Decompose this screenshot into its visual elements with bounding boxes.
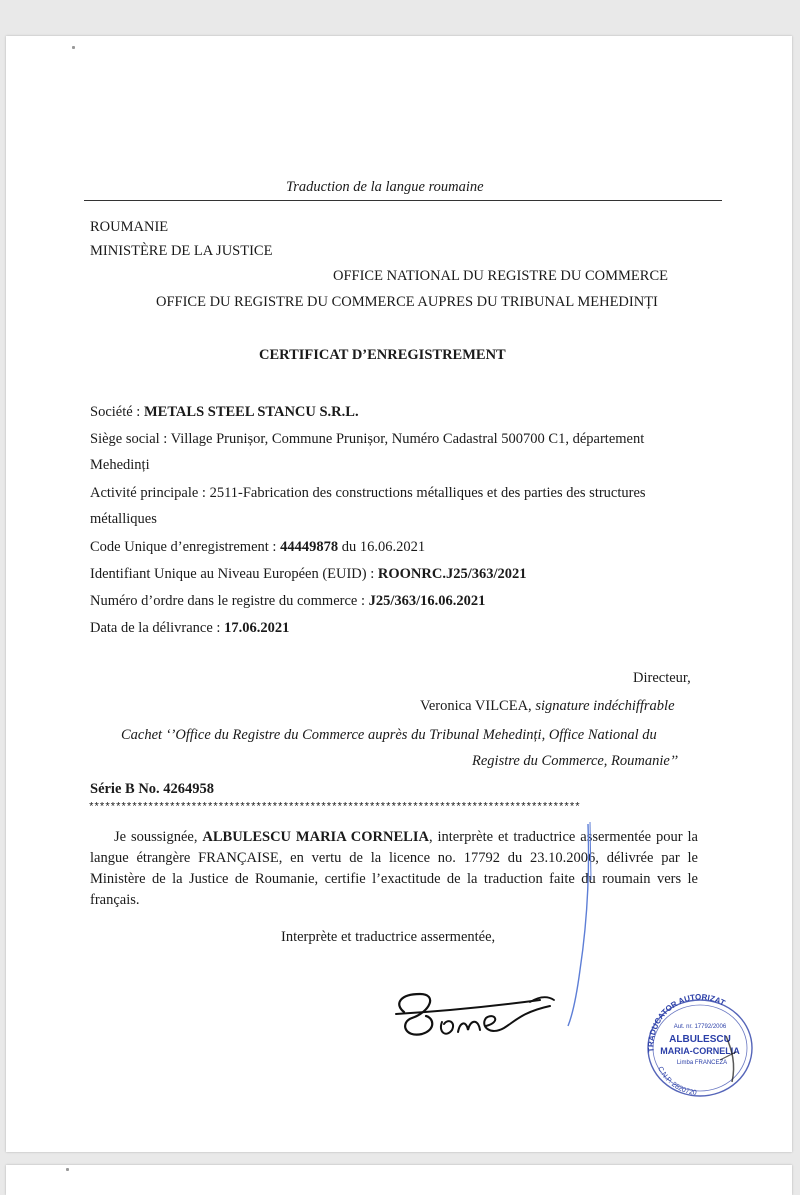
field-label: Code Unique d’enregistrement : [90, 539, 281, 555]
field-label: Société : [90, 404, 144, 420]
field-value: METALS STEEL STANCU S.R.L. [143, 404, 359, 420]
separator-stars: ******************************************************************************************* [88, 802, 580, 814]
field-siege-line2: Mehedinți [90, 457, 150, 473]
serie-number: Série B No. 4264958 [90, 781, 215, 797]
field-label: Data de la délivrance : [90, 620, 225, 636]
field-value: 17.06.2021 [224, 620, 290, 636]
field-label: Numéro d’ordre dans le registre du commerce : [90, 593, 369, 609]
director-name: Veronica VILCEA, [420, 698, 536, 714]
field-label: Identifiant Unique au Niveau Européen (EUID) : [90, 566, 378, 582]
cachet-line2: Registre du Commerce, Roumanie’’ [472, 753, 678, 769]
office-local: OFFICE DU REGISTRE DU COMMERCE AUPRES DU TRIBUNAL MEHEDINȚI [156, 294, 658, 310]
header-rule [84, 200, 722, 201]
translator-name: ALBULESCU MARIA CORNELIA [202, 829, 429, 845]
field-euid [90, 566, 527, 583]
ministry-name: MINISTÈRE DE LA JUSTICE [90, 243, 273, 259]
attestation-intro: Je soussignée, [114, 829, 203, 845]
director-line [420, 698, 675, 715]
pen-stroke [560, 820, 600, 1030]
director-title: Directeur, [633, 670, 691, 686]
field-value: J25/363/16.06.2021 [368, 593, 486, 609]
field-activite-line2: métalliques [90, 511, 157, 527]
stamp-cnp: C.N.P. 2820720 [656, 1065, 698, 1097]
next-page-edge [6, 1165, 792, 1195]
field-siege-line1: Siège social : Village Prunișor, Commune Prunișor, Numéro Cadastral 500700 C1, département [90, 431, 645, 447]
office-national: OFFICE NATIONAL DU REGISTRE DU COMMERCE [333, 268, 668, 284]
translator-stamp [640, 990, 760, 1100]
certificate-title: CERTIFICAT D’ENREGISTREMENT [259, 347, 506, 363]
stamp-aut-no: Aut. nr. 17792/2006 [673, 1024, 727, 1030]
field-ordre [90, 593, 485, 610]
translator-signoff: Interprète et traductrice assermentée, [281, 929, 496, 945]
field-activite-line1: Activité principale : 2511-Fabrication des constructions métalliques et des parties des structures [90, 485, 646, 501]
field-value: 44449878 [280, 539, 339, 555]
field-suffix: du 16.06.2021 [338, 539, 426, 555]
field-date [90, 620, 289, 637]
field-societe [90, 404, 359, 421]
attestation-paragraph [90, 827, 698, 911]
field-value: ROONRC.J25/363/2021 [377, 566, 527, 582]
scan-speck [72, 46, 75, 49]
stamp-top-text: TRADUCATOR AUTORIZAT [646, 992, 727, 1053]
stamp-lang: Limba FRANCEZA [676, 1060, 728, 1066]
country-name: ROUMANIE [90, 219, 169, 235]
translator-signature [390, 982, 560, 1052]
stamp-name2: MARIA-CORNELIA [660, 1046, 740, 1056]
stamp-name1: ALBULESCU [669, 1034, 731, 1045]
attestation-body: , interprète et traductrice assermentée pour la langue étrangère FRANÇAISE, en vertu de la licence no. 17792 du 23.10.2006, délivrée par le Ministère de la Justice de Roumanie, certifie l’exactitude de la traduction faite du roumain vers le français. [90, 829, 698, 908]
scan-speck [66, 1168, 69, 1171]
cachet-line1: Cachet ‘’Office du Registre du Commerce auprès du Tribunal Mehedinți, Office National du [121, 727, 657, 743]
field-code [90, 539, 425, 556]
translation-header: Traduction de la langue roumaine [286, 179, 484, 195]
director-signature-note: signature indéchiffrable [535, 698, 675, 714]
